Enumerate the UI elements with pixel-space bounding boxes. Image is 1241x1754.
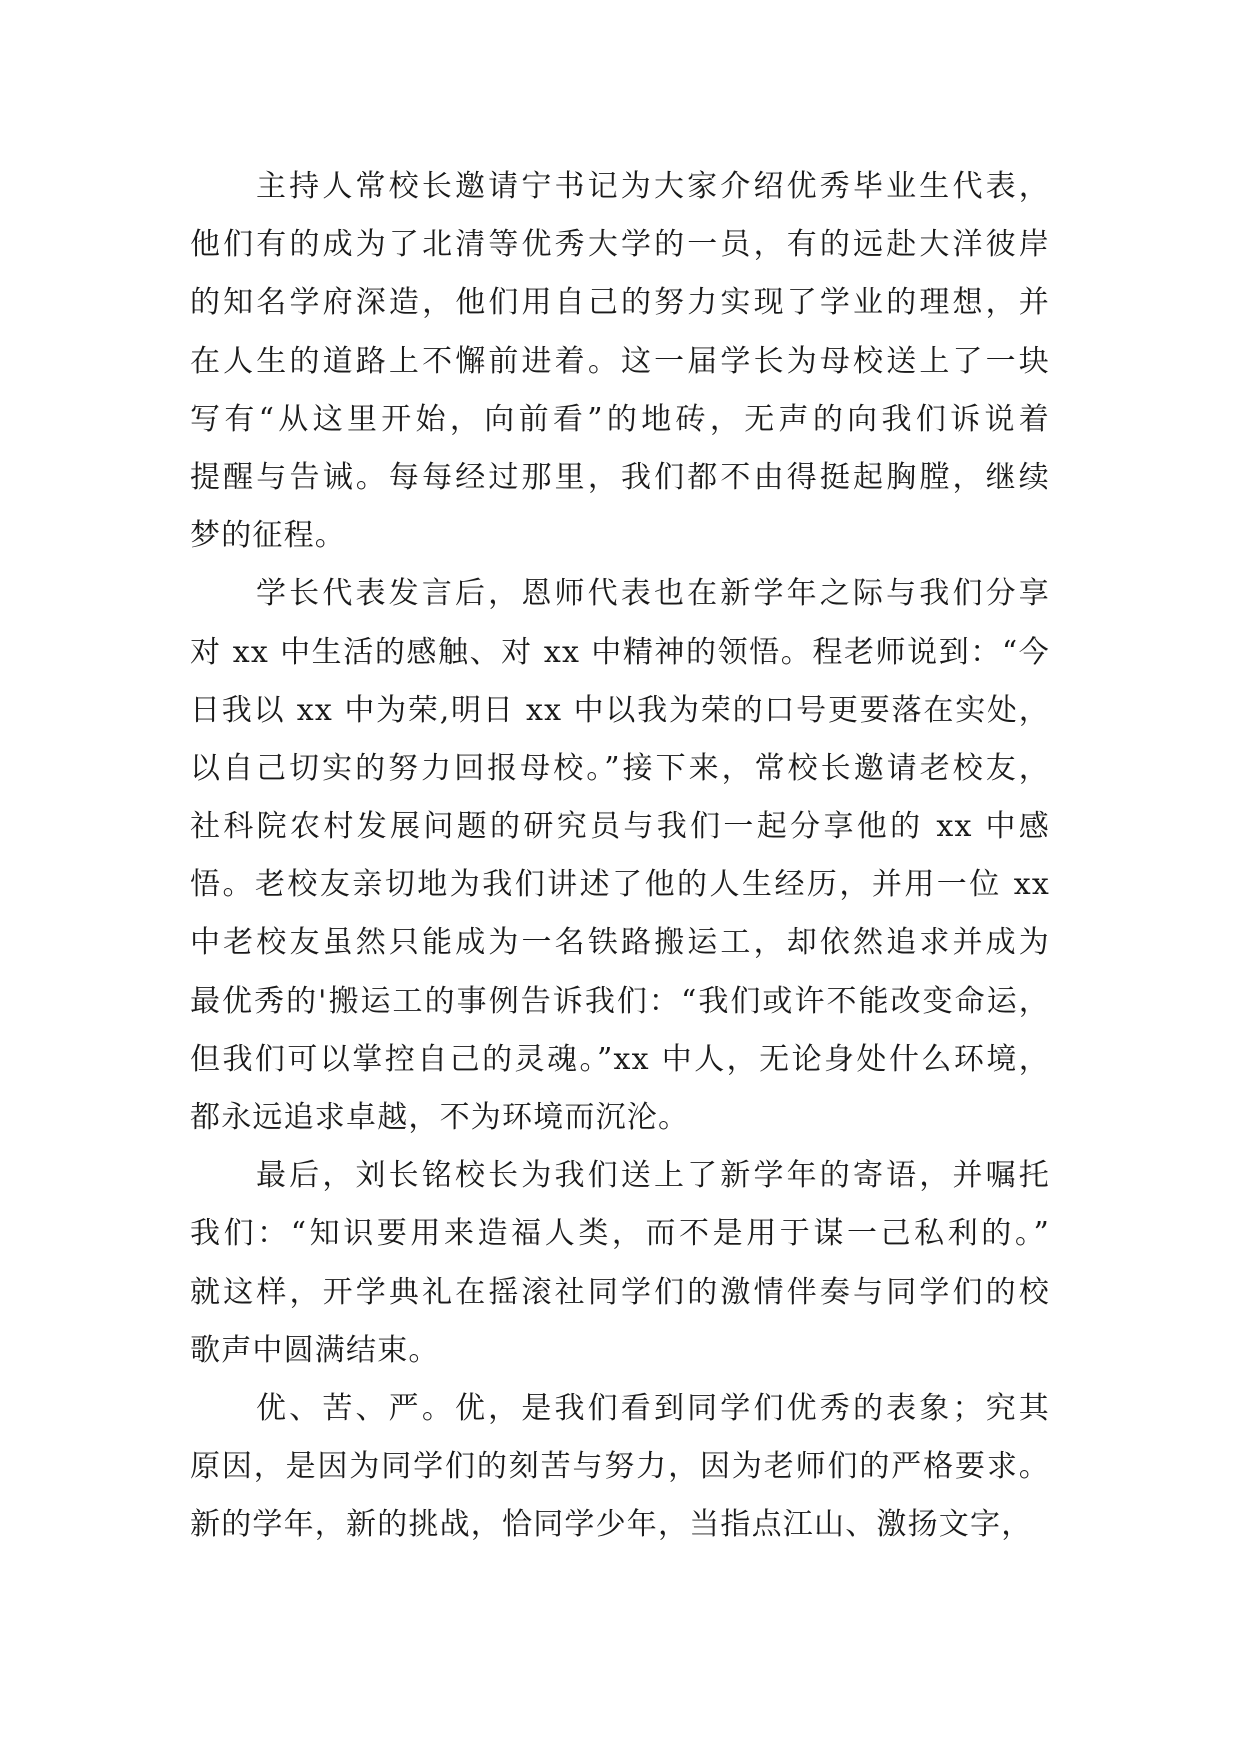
text-line: 最优秀的'搬运工的事例告诉我们：“我们或许不能改变命运， (190, 983, 1050, 1019)
paragraph-principal-message (190, 1147, 1050, 1380)
document-body (190, 158, 1050, 1555)
text-line: 中老校友虽然只能成为一名铁路搬运工，却依然追求并成为 (190, 925, 1050, 961)
text-line: 在人生的道路上不懈前进着。这一届学长为母校送上了一块 (190, 343, 1050, 379)
text-line: 梦的征程。 (190, 518, 346, 554)
text-line: 写有“从这里开始，向前看”的地砖，无声的向我们诉说着 (190, 401, 1050, 437)
text-line: 日我以 xx 中为荣,明日 xx 中以我为荣的口号更要落在实处， (190, 692, 1050, 728)
text-line: 学长代表发言后，恩师代表也在新学年之际与我们分享 (256, 576, 1050, 612)
text-line: 的知名学府深造，他们用自己的努力实现了学业的理想，并 (190, 285, 1050, 321)
text-line: 新的学年，新的挑战，恰同学少年，当指点江山、激扬文字， (190, 1507, 1033, 1543)
text-line: 就这样，开学典礼在摇滚社同学们的激情伴奏与同学们的校 (190, 1274, 1050, 1310)
text-line: 提醒与告诫。每每经过那里，我们都不由得挺起胸膛，继续 (190, 459, 1050, 495)
text-line: 我们：“知识要用来造福人类，而不是用于谋一己私利的。” (190, 1216, 1050, 1252)
text-line: 主持人常校长邀请宁书记为大家介绍优秀毕业生代表， (256, 169, 1050, 204)
text-line: 对 xx 中生活的感触、对 xx 中精神的领悟。程老师说到：“今 (190, 634, 1050, 670)
text-line: 最后，刘长铭校长为我们送上了新学年的寄语，并嘱托 (256, 1158, 1050, 1194)
text-line: 优、苦、严。优，是我们看到同学们优秀的表象；究其 (256, 1390, 1050, 1426)
text-line: 他们有的成为了北清等优秀大学的一员，有的远赴大洋彼岸 (190, 227, 1050, 263)
text-line: 歌声中圆满结束。 (190, 1332, 440, 1368)
text-line: 社科院农村发展问题的研究员与我们一起分享他的 xx 中感 (190, 809, 1050, 845)
paragraph-host-introduction (190, 158, 1050, 565)
paragraph-conclusion (190, 1380, 1050, 1555)
text-line: 悟。老校友亲切地为我们讲述了他的人生经历，并用一位 xx (190, 867, 1050, 903)
paragraph-teacher-alumni-speech (190, 565, 1050, 1147)
text-line: 以自己切实的努力回报母校。”接下来，常校长邀请老校友， (190, 750, 1050, 786)
text-line: 原因，是因为同学们的刻苦与努力，因为老师们的严格要求。 (190, 1449, 1050, 1485)
text-line: 都永远追求卓越，不为环境而沉沦。 (190, 1100, 690, 1135)
text-line: 但我们可以掌控自己的灵魂。”xx 中人，无论身处什么环境， (190, 1041, 1050, 1077)
